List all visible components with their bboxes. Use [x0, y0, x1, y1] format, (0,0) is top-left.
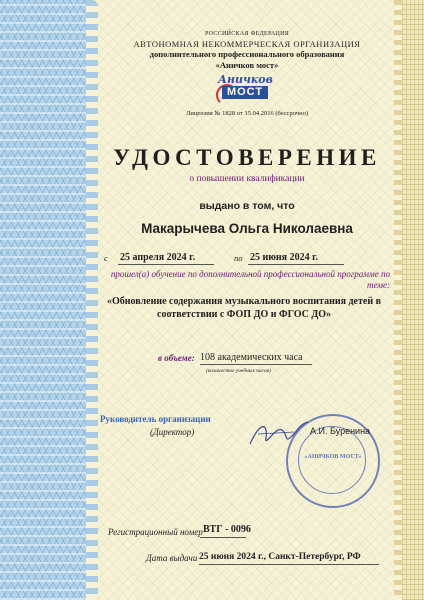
left-border-edge — [86, 0, 98, 600]
date-to-underline — [248, 264, 344, 265]
date-from-underline — [118, 264, 214, 265]
handwritten-signature — [248, 416, 310, 450]
volume-label: в объеме: — [158, 353, 195, 363]
issued-to-text: выдано в том, что — [199, 200, 295, 213]
issue-date-value: 25 июня 2024 г., Санкт-Петербург, РФ — [199, 552, 361, 562]
license-line: Лицензия № 1828 от 15.04.2016 (бессрочно) — [185, 110, 309, 118]
signatory-title: (Директор) — [150, 427, 195, 437]
document-subtitle: о повышении квалификации — [189, 174, 305, 185]
volume-underline — [200, 364, 312, 365]
registration-label: Регистрационный номер — [108, 527, 203, 537]
date-from-label: с — [104, 253, 108, 263]
date-to-value: 25 июня 2024 г. — [250, 252, 318, 263]
certificate-content — [98, 0, 396, 600]
issued-to-line — [98, 200, 396, 212]
date-to-label: по — [234, 253, 243, 263]
volume-value: 108 академических часа — [200, 352, 303, 363]
document-title: УДОСТОВЕРЕНИЕ — [113, 145, 381, 171]
issue-date-label: Дата выдачи — [146, 553, 198, 563]
issuer-header — [98, 31, 396, 70]
org-line-3: «Аничков мост» — [215, 59, 279, 70]
date-from-value: 25 апреля 2024 г. — [120, 252, 196, 263]
logo-box-text: МОСТ — [222, 86, 268, 99]
stamp-center-text: «АНИЧКОВ МОСТ» — [304, 454, 362, 460]
program-topic: «Обновление содержания музыкального воспитания детей в соответствии с ФОП ДО и ФГОС ДО» — [106, 296, 382, 320]
volume-note: (количество учебных часов) — [206, 368, 271, 374]
signatory-role: Руководитель организации — [100, 414, 211, 424]
left-ornamental-border — [0, 0, 92, 600]
issue-date-underline — [199, 564, 379, 565]
person-name: Макарычева Ольга Николаевна — [141, 221, 353, 237]
org-line-2: дополнительного профессионального образования — [149, 49, 345, 60]
signatory-name: А.И. Буренина — [310, 426, 371, 436]
registration-value: ВТГ - 0096 — [203, 524, 251, 535]
registration-underline — [200, 537, 246, 538]
org-line-1: АВТОНОМНАЯ НЕКОММЕРЧЕСКАЯ ОРГАНИЗАЦИЯ — [133, 38, 361, 49]
federation-line: РОССИЙСКАЯ ФЕДЕРАЦИЯ — [204, 31, 290, 37]
logo-script-text: Аничков — [218, 73, 273, 87]
program-intro: прошел(а) обучение по дополнительной профессиональной программе по теме: — [110, 269, 390, 291]
organization-logo — [216, 73, 278, 107]
